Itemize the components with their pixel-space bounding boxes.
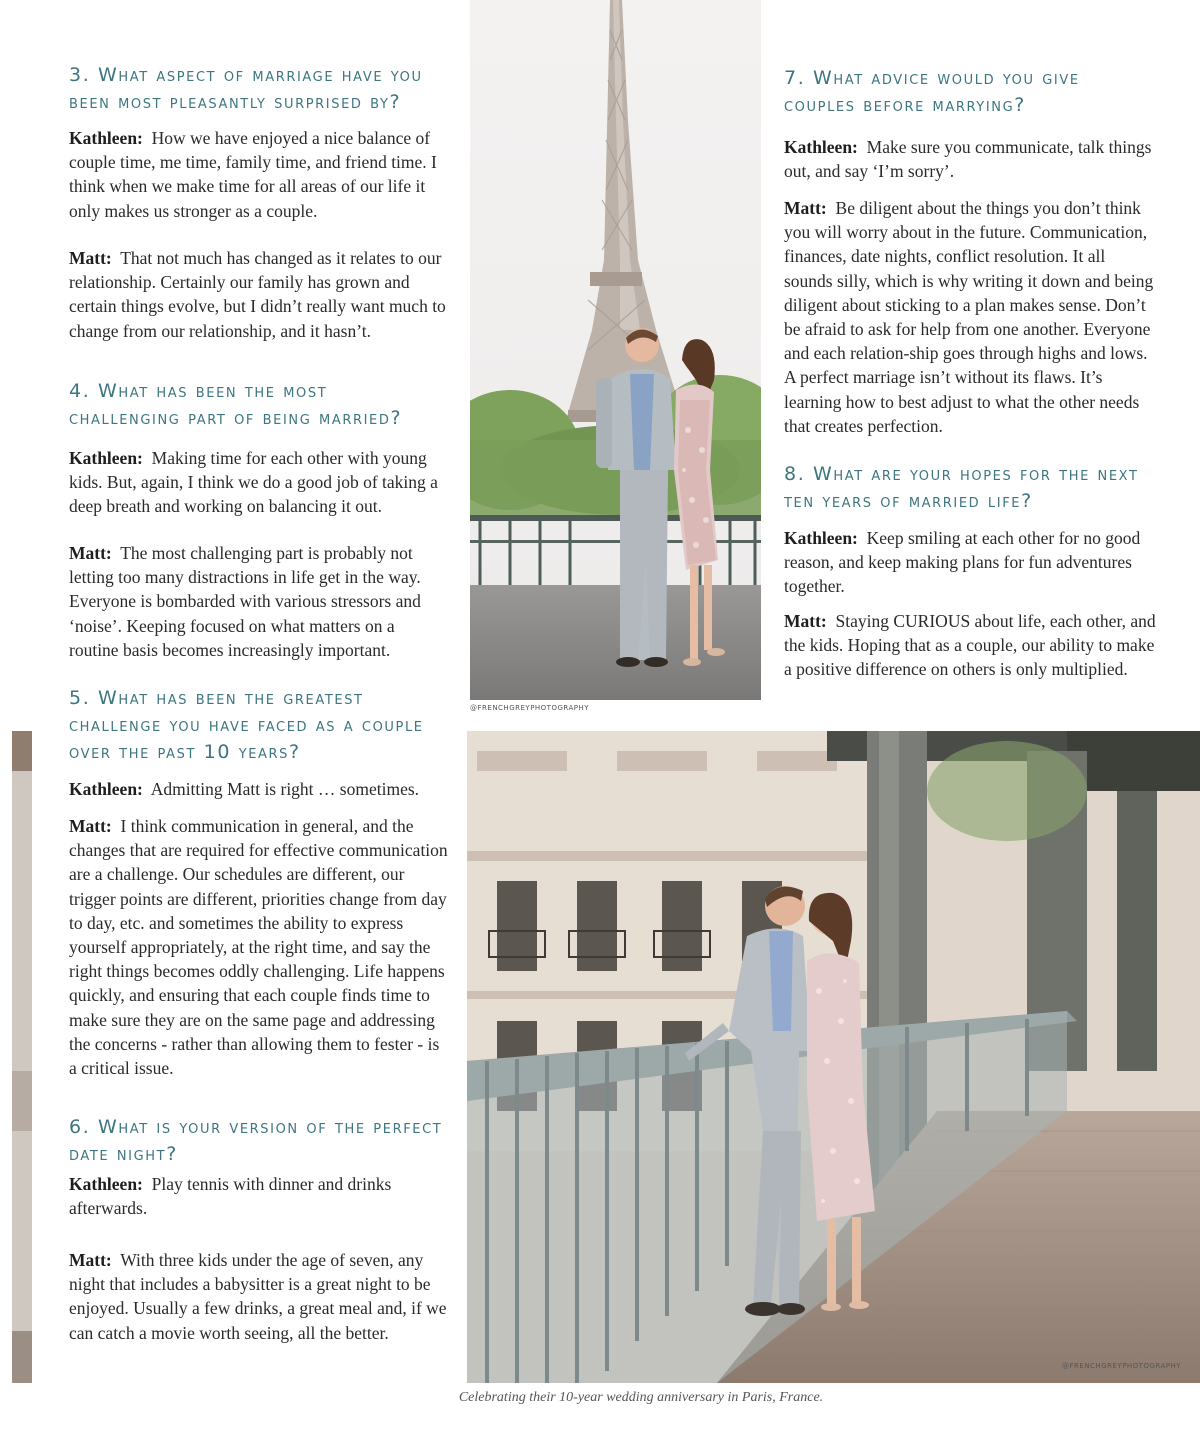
answer-text: Play tennis with dinner and drinks afterwards. [69,1174,392,1219]
answer-text: That not much has changed as it relates to our relationship. Certainly our family has grown and certain things evolve, but I didn’t really want much to change from our relationship, and it hasn’t. [69,248,446,341]
eiffel-tower-photo [470,0,761,700]
q6-matt-answer [69,1248,449,1345]
answer-text: Make sure you communicate, talk things out, and say ‘I’m sorry’. [784,137,1152,182]
speaker-label: Matt: [69,1250,112,1270]
speaker-label: Matt: [69,543,112,563]
photo-edge-strip [12,731,32,1383]
question-7-heading [784,65,1080,119]
speaker-label: Matt: [69,248,112,268]
q3-kathleen-answer [69,126,451,223]
answer-text: Admitting Matt is right … sometimes. [150,779,420,799]
answer-text: How we have enjoyed a nice balance of couple time, me time, family time, and friend time. I think when we make time for all areas of our life it only makes us stronger as a couple. [69,128,437,221]
question-3-line-2: been most pleasantly surprised by? [69,91,402,113]
question-6-heading [69,1114,442,1168]
question-6-line-1: 6. What is your version of the perfect [69,1116,443,1138]
speaker-label: Kathleen: [784,528,858,548]
question-6-line-2: date night? [69,1143,178,1165]
speaker-label: Matt: [784,198,827,218]
question-3-line-1: 3. What aspect of marriage have you [69,64,423,86]
q8-kathleen-answer [784,526,1156,599]
question-4-line-1: 4. What has been the most [69,380,328,402]
q4-matt-answer [69,541,443,662]
question-8-heading [784,461,1138,515]
question-4-heading [69,378,402,432]
q5-matt-answer [69,814,451,1080]
question-7-line-1: 7. What advice would you give [784,67,1080,89]
question-5-line-1: 5. What has been the greatest [69,687,364,709]
answer-text: Be diligent about the things you don’t think you will worry about in the future. Communication, finances, date nights, conflict resolution. It all sounds silly, which is why writing it down and being diligent about sticking to a plan makes sense. Don’t be afraid to ask for help from one another. Everyone and each relation-ship goes through highs and lows. A perfect marriage isn’t without its flaws. It’s learning how to best adjust to what the other needs that creates perfection. [784,198,1154,436]
speaker-label: Matt: [69,816,112,836]
photo-credit-2: @FRENCHGREYPHOTOGRAPHY [1062,1362,1182,1370]
q7-kathleen-answer [784,135,1156,183]
photo-caption: Celebrating their 10-year wedding anniversary in Paris, France. [458,1390,824,1405]
question-5-line-3: over the past 10 years? [69,741,301,763]
question-7-line-2: couples before marrying? [784,94,1026,116]
answer-text: Making time for each other with young kids. But, again, I think we do a good job of taking a deep breath and working on balancing it out. [69,448,438,517]
speaker-label: Matt: [784,611,827,631]
speaker-label: Kathleen: [69,448,143,468]
answer-text: I think communication in general, and the changes that are required for effective communication are a challenge. Our schedules are different, our trigger points are different, priorities change from day to day, etc. and sometimes the ability to express yourself appropriately, at the right time, and say the right things becomes oddly challenging. Life happens quickly, and ensuring that each couple finds time to make sure they are on the same page and addressing the concerns - rather than allowing them to fester - is a critical issue. [69,816,448,1079]
answer-text: Staying CURIOUS about life, each other, and the kids. Hoping that as a couple, our ability to make a positive difference on others is only multiplied. [784,611,1156,680]
answer-text: With three kids under the age of seven, any night that includes a babysitter is a great night to be enjoyed. Usually a few drinks, a great meal and, if we can catch a movie worth seeing, all the better. [69,1250,447,1343]
speaker-label: Kathleen: [784,137,858,157]
q6-kathleen-answer [69,1172,429,1220]
question-8-line-1: 8. What are your hopes for the next [784,463,1139,485]
photo-credit-1: @FRENCHGREYPHOTOGRAPHY [470,704,590,712]
speaker-label: Kathleen: [69,128,143,148]
speaker-label: Kathleen: [69,779,143,799]
question-4-line-2: challenging part of being married? [69,407,403,429]
speaker-label: Kathleen: [69,1174,143,1194]
q3-matt-answer [69,246,449,343]
q4-kathleen-answer [69,446,455,519]
question-5-line-2: challenge you have faced as a couple [69,714,424,736]
question-3-heading [69,62,423,116]
q7-matt-answer [784,196,1156,438]
q5-kathleen-answer [69,777,449,801]
question-5-heading [69,685,424,766]
q8-matt-answer [784,609,1156,682]
answer-text: Keep smiling at each other for no good reason, and keep making plans for fun adventures together. [784,528,1141,597]
bridge-couple-photo [467,731,1200,1383]
question-8-line-2: ten years of married life? [784,490,1033,512]
answer-text: The most challenging part is probably not letting too many distractions in life get in the way. Everyone is bombarded with various stressors and ‘noise’. Keeping focused on what matters on a routine basis becomes increasingly important. [69,543,421,660]
